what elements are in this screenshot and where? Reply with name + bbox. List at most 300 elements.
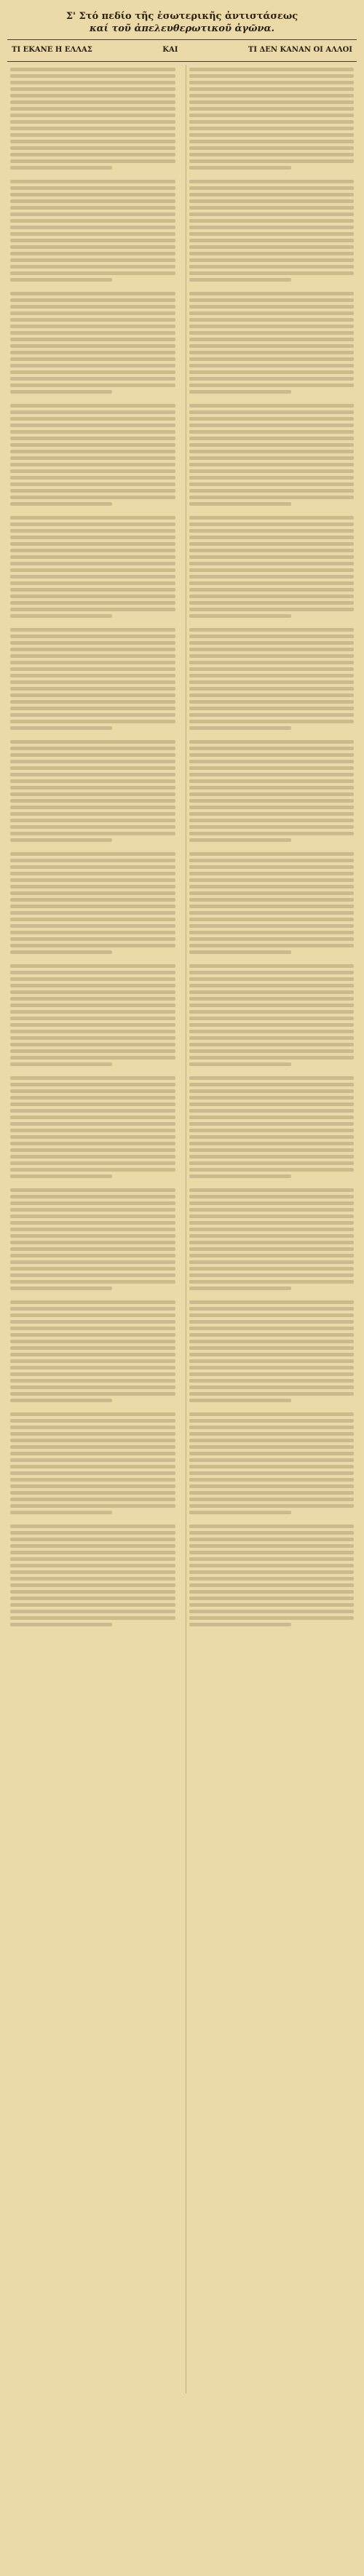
text-line-placeholder: [10, 271, 175, 275]
text-line-placeholder: [189, 522, 355, 526]
text-line-placeholder: [10, 1056, 175, 1060]
text-line-placeholder: [10, 1267, 175, 1271]
text-line-placeholder: [189, 437, 355, 440]
text-line-placeholder: [10, 667, 175, 671]
text-line-placeholder: [189, 232, 355, 236]
text-line-placeholder: [10, 891, 175, 895]
text-line-placeholder: [189, 1412, 355, 1416]
text-line-placeholder: [189, 1313, 355, 1317]
text-line-placeholder: [10, 1538, 175, 1541]
text-line-placeholder: [10, 377, 175, 381]
text-line-placeholder: [10, 1195, 175, 1198]
text-line-placeholder: [189, 865, 355, 869]
text-line-placeholder: [189, 1386, 355, 1389]
text-line-placeholder: [189, 1504, 355, 1508]
text-line-placeholder: [189, 1538, 355, 1541]
text-line-placeholder: [189, 575, 355, 579]
text-line-placeholder: [10, 1076, 175, 1080]
text-line-placeholder: [189, 1096, 355, 1100]
text-line-placeholder: [10, 114, 175, 117]
text-line-placeholder: [10, 971, 175, 974]
text-line-placeholder: [189, 1116, 355, 1119]
text-line-placeholder: [189, 1597, 355, 1600]
text-line-placeholder: [10, 1129, 175, 1132]
text-line-placeholder: [189, 153, 355, 156]
text-line-placeholder: [10, 859, 175, 862]
text-line-placeholder: [189, 1419, 355, 1423]
text-line-placeholder: [189, 812, 355, 816]
text-line-placeholder: [10, 911, 175, 915]
text-line-placeholder: [189, 1287, 291, 1290]
text-line-placeholder: [10, 193, 175, 196]
text-line-placeholder: [189, 404, 355, 408]
text-line-placeholder: [10, 1346, 175, 1350]
text-line-placeholder: [10, 1570, 175, 1574]
text-line-placeholder: [10, 1590, 175, 1594]
text-line-placeholder: [10, 1228, 175, 1231]
text-line-placeholder: [189, 1399, 291, 1402]
text-line-placeholder: [189, 1610, 355, 1613]
text-line-placeholder: [189, 588, 355, 592]
text-line-placeholder: [189, 984, 355, 987]
text-line-placeholder: [189, 773, 355, 776]
text-line-placeholder: [10, 773, 175, 776]
text-line-placeholder: [10, 206, 175, 210]
text-line-placeholder: [10, 950, 112, 954]
text-line-placeholder: [10, 325, 175, 328]
text-line-placeholder: [189, 832, 355, 835]
text-line-placeholder: [10, 364, 175, 367]
text-line-placeholder: [189, 1346, 355, 1350]
text-line-placeholder: [189, 450, 355, 453]
text-line-placeholder: [189, 1083, 355, 1086]
text-line-placeholder: [189, 516, 355, 520]
text-line-placeholder: [189, 193, 355, 196]
text-line-placeholder: [189, 133, 355, 137]
text-line-placeholder: [189, 1076, 355, 1080]
text-line-placeholder: [189, 700, 355, 704]
text-line-placeholder: [10, 1241, 175, 1244]
text-line-placeholder: [189, 265, 355, 269]
text-line-placeholder: [10, 1036, 175, 1040]
text-line-placeholder: [189, 1465, 355, 1468]
text-line-placeholder: [189, 1247, 355, 1251]
text-line-placeholder: [10, 766, 175, 770]
text-line-placeholder: [10, 1142, 175, 1145]
text-line-placeholder: [10, 601, 175, 605]
paragraph-placeholder: [10, 68, 175, 170]
paragraph-placeholder: [10, 628, 175, 730]
text-line-placeholder: [10, 924, 175, 928]
text-line-placeholder: [10, 469, 175, 473]
text-line-placeholder: [10, 1484, 175, 1488]
text-line-placeholder: [10, 740, 175, 744]
text-line-placeholder: [189, 1142, 355, 1145]
text-line-placeholder: [10, 1161, 175, 1165]
text-line-placeholder: [189, 252, 355, 255]
paragraph-placeholder: [10, 404, 175, 506]
text-line-placeholder: [189, 1471, 355, 1475]
text-line-placeholder: [10, 140, 175, 143]
text-line-placeholder: [10, 502, 112, 506]
text-line-placeholder: [10, 1597, 175, 1600]
text-line-placeholder: [189, 463, 355, 466]
text-line-placeholder: [189, 417, 355, 421]
paragraph-placeholder: [189, 1076, 355, 1178]
text-line-placeholder: [10, 1003, 175, 1007]
text-line-placeholder: [10, 1273, 175, 1277]
text-line-placeholder: [189, 502, 291, 506]
text-line-placeholder: [10, 628, 175, 632]
text-line-placeholder: [189, 1208, 355, 1212]
text-line-placeholder: [10, 94, 175, 98]
text-line-placeholder: [189, 1491, 355, 1495]
text-line-placeholder: [189, 997, 355, 1001]
text-line-placeholder: [10, 1109, 175, 1113]
text-line-placeholder: [189, 707, 355, 710]
text-line-placeholder: [189, 931, 355, 934]
text-line-placeholder: [10, 713, 175, 717]
text-line-placeholder: [189, 799, 355, 803]
text-line-placeholder: [189, 529, 355, 533]
text-line-placeholder: [10, 1049, 175, 1053]
text-line-placeholder: [189, 1188, 355, 1192]
text-line-placeholder: [10, 1432, 175, 1436]
text-line-placeholder: [189, 482, 355, 486]
text-line-placeholder: [10, 87, 175, 91]
text-line-placeholder: [10, 1174, 112, 1178]
text-line-placeholder: [189, 944, 355, 947]
text-line-placeholder: [189, 1049, 355, 1053]
text-line-placeholder: [189, 1307, 355, 1311]
text-line-placeholder: [189, 1524, 355, 1528]
text-line-placeholder: [189, 94, 355, 98]
text-line-placeholder: [10, 370, 175, 374]
text-line-placeholder: [10, 1030, 175, 1033]
divider: [7, 61, 357, 62]
text-line-placeholder: [10, 153, 175, 156]
text-line-placeholder: [10, 1399, 112, 1402]
text-line-placeholder: [189, 1023, 355, 1027]
text-line-placeholder: [10, 1188, 175, 1192]
text-line-placeholder: [10, 278, 112, 282]
text-line-placeholder: [189, 1498, 355, 1501]
text-line-placeholder: [189, 950, 291, 954]
text-line-placeholder: [10, 568, 175, 572]
left-column-heading: ΤΙ ΕΚΑΝΕ Η ΕΛΛΑΣ: [12, 46, 92, 54]
text-line-placeholder: [189, 852, 355, 856]
text-line-placeholder: [189, 614, 291, 618]
text-line-placeholder: [189, 1234, 355, 1238]
text-line-placeholder: [189, 120, 355, 124]
text-line-placeholder: [10, 390, 112, 394]
text-line-placeholder: [189, 1228, 355, 1231]
text-line-placeholder: [10, 1327, 175, 1330]
text-line-placeholder: [10, 885, 175, 889]
text-line-placeholder: [10, 641, 175, 645]
text-line-placeholder: [189, 74, 355, 78]
text-line-placeholder: [189, 390, 291, 394]
text-line-placeholder: [10, 529, 175, 533]
text-line-placeholder: [189, 1102, 355, 1106]
text-line-placeholder: [189, 87, 355, 91]
text-line-placeholder: [10, 1498, 175, 1501]
text-line-placeholder: [189, 1340, 355, 1343]
text-line-placeholder: [189, 1273, 355, 1277]
text-line-placeholder: [10, 186, 175, 190]
text-line-placeholder: [189, 1359, 355, 1363]
paragraph-placeholder: [10, 180, 175, 282]
text-line-placeholder: [10, 1168, 175, 1172]
text-line-placeholder: [10, 687, 175, 691]
text-line-placeholder: [10, 898, 175, 902]
text-line-placeholder: [10, 1208, 175, 1212]
text-line-placeholder: [10, 351, 175, 354]
text-line-placeholder: [10, 81, 175, 84]
text-line-placeholder: [189, 239, 355, 242]
text-line-placeholder: [10, 120, 175, 124]
text-line-placeholder: [10, 1010, 175, 1014]
text-line-placeholder: [10, 1254, 175, 1257]
text-line-placeholder: [10, 1511, 112, 1514]
text-line-placeholder: [10, 1359, 175, 1363]
text-line-placeholder: [189, 325, 355, 328]
text-line-placeholder: [10, 305, 175, 309]
text-line-placeholder: [10, 575, 175, 579]
text-line-placeholder: [189, 555, 355, 559]
text-line-placeholder: [10, 825, 175, 829]
text-line-placeholder: [189, 443, 355, 447]
text-line-placeholder: [10, 1426, 175, 1429]
text-line-placeholder: [10, 1531, 175, 1535]
text-line-placeholder: [10, 760, 175, 763]
text-line-placeholder: [10, 595, 175, 598]
paragraph-placeholder: [189, 516, 355, 618]
text-line-placeholder: [189, 469, 355, 473]
text-line-placeholder: [189, 1241, 355, 1244]
text-line-placeholder: [189, 536, 355, 539]
text-line-placeholder: [10, 252, 175, 255]
text-line-placeholder: [10, 1583, 175, 1587]
text-line-placeholder: [189, 1333, 355, 1337]
text-line-placeholder: [189, 1452, 355, 1455]
text-line-placeholder: [189, 641, 355, 645]
text-line-placeholder: [10, 608, 175, 611]
text-line-placeholder: [189, 1353, 355, 1356]
text-line-placeholder: [189, 1445, 355, 1449]
text-line-placeholder: [10, 1445, 175, 1449]
text-line-placeholder: [10, 1524, 175, 1528]
text-line-placeholder: [10, 1439, 175, 1442]
text-line-placeholder: [10, 1564, 175, 1567]
text-line-placeholder: [10, 476, 175, 480]
text-line-placeholder: [10, 100, 175, 104]
text-line-placeholder: [189, 146, 355, 150]
text-line-placeholder: [10, 990, 175, 994]
text-line-placeholder: [189, 740, 355, 744]
text-line-placeholder: [10, 693, 175, 697]
text-line-placeholder: [189, 383, 355, 387]
text-line-placeholder: [189, 905, 355, 908]
text-line-placeholder: [189, 199, 355, 203]
text-line-placeholder: [189, 859, 355, 862]
text-line-placeholder: [189, 667, 355, 671]
text-line-placeholder: [10, 1201, 175, 1205]
text-line-placeholder: [10, 265, 175, 269]
text-line-placeholder: [189, 661, 355, 664]
text-line-placeholder: [189, 971, 355, 974]
text-line-placeholder: [10, 430, 175, 434]
text-line-placeholder: [10, 1023, 175, 1027]
text-line-placeholder: [10, 1379, 175, 1383]
text-line-placeholder: [10, 1372, 175, 1376]
text-line-placeholder: [189, 318, 355, 322]
text-line-placeholder: [189, 1003, 355, 1007]
text-line-placeholder: [189, 1062, 291, 1066]
paragraph-placeholder: [10, 852, 175, 954]
text-line-placeholder: [189, 1426, 355, 1429]
text-line-placeholder: [10, 1062, 112, 1066]
text-line-placeholder: [189, 760, 355, 763]
text-line-placeholder: [10, 1221, 175, 1225]
text-line-placeholder: [189, 1432, 355, 1436]
text-line-placeholder: [189, 635, 355, 638]
text-line-placeholder: [10, 1247, 175, 1251]
text-line-placeholder: [10, 614, 112, 618]
text-line-placeholder: [10, 1491, 175, 1495]
text-line-placeholder: [189, 726, 291, 730]
text-line-placeholder: [10, 726, 112, 730]
text-line-placeholder: [189, 1372, 355, 1376]
text-line-placeholder: [10, 1610, 175, 1613]
text-line-placeholder: [189, 542, 355, 546]
text-line-placeholder: [10, 852, 175, 856]
text-line-placeholder: [189, 81, 355, 84]
text-line-placeholder: [10, 180, 175, 183]
text-line-placeholder: [189, 1544, 355, 1548]
text-line-placeholder: [10, 1623, 112, 1626]
text-line-placeholder: [10, 437, 175, 440]
text-line-placeholder: [189, 753, 355, 757]
text-line-placeholder: [10, 68, 175, 71]
text-line-placeholder: [189, 476, 355, 480]
text-line-placeholder: [189, 114, 355, 117]
text-line-placeholder: [10, 489, 175, 493]
text-line-placeholder: [10, 417, 175, 421]
text-line-placeholder: [10, 1320, 175, 1324]
title-line-2: καί τοῦ ἀπελευθερωτικοῦ ἀγῶνα.: [89, 23, 275, 34]
text-line-placeholder: [10, 226, 175, 229]
text-line-placeholder: [10, 661, 175, 664]
text-line-placeholder: [189, 1392, 355, 1396]
text-line-placeholder: [10, 937, 175, 941]
text-line-placeholder: [10, 872, 175, 875]
text-line-placeholder: [10, 344, 175, 348]
text-line-placeholder: [189, 1010, 355, 1014]
text-line-placeholder: [189, 377, 355, 381]
text-line-placeholder: [189, 674, 355, 677]
text-line-placeholder: [189, 1260, 355, 1264]
paragraph-placeholder: [10, 1412, 175, 1514]
text-line-placeholder: [189, 1366, 355, 1370]
text-line-placeholder: [10, 1096, 175, 1100]
text-line-placeholder: [189, 937, 355, 941]
text-line-placeholder: [189, 226, 355, 229]
text-line-placeholder: [10, 1215, 175, 1218]
text-line-placeholder: [189, 364, 355, 367]
text-line-placeholder: [10, 199, 175, 203]
text-line-placeholder: [189, 219, 355, 223]
text-line-placeholder: [189, 1122, 355, 1126]
text-line-placeholder: [10, 159, 175, 163]
text-line-placeholder: [189, 1135, 355, 1139]
text-line-placeholder: [10, 1412, 175, 1416]
text-line-placeholder: [10, 456, 175, 460]
text-line-placeholder: [10, 1135, 175, 1139]
text-line-placeholder: [189, 424, 355, 427]
text-line-placeholder: [10, 404, 175, 408]
text-line-placeholder: [189, 1570, 355, 1574]
text-line-placeholder: [189, 1551, 355, 1554]
text-line-placeholder: [189, 1215, 355, 1218]
text-line-placeholder: [10, 1544, 175, 1548]
text-line-placeholder: [10, 674, 175, 677]
paragraph-placeholder: [10, 1188, 175, 1290]
text-line-placeholder: [189, 608, 355, 611]
text-line-placeholder: [189, 924, 355, 928]
text-line-placeholder: [189, 140, 355, 143]
divider: [7, 39, 357, 40]
text-line-placeholder: [189, 898, 355, 902]
text-line-placeholder: [189, 1484, 355, 1488]
text-line-placeholder: [189, 1043, 355, 1046]
text-line-placeholder: [189, 891, 355, 895]
text-line-placeholder: [10, 311, 175, 315]
paragraph-placeholder: [189, 964, 355, 1066]
text-line-placeholder: [10, 806, 175, 809]
text-line-placeholder: [189, 838, 291, 842]
text-line-placeholder: [189, 648, 355, 651]
text-line-placeholder: [10, 680, 175, 684]
text-line-placeholder: [189, 766, 355, 770]
text-line-placeholder: [10, 779, 175, 783]
text-line-placeholder: [189, 278, 291, 282]
left-column: [7, 65, 178, 2393]
title-line-1: Σ' Στό πεδίο τῆς ἐσωτερικῆς ἀντιστάσεως: [66, 11, 298, 22]
text-line-placeholder: [10, 357, 175, 361]
text-line-placeholder: [189, 806, 355, 809]
text-line-placeholder: [10, 1122, 175, 1126]
text-line-placeholder: [10, 1148, 175, 1152]
text-line-placeholder: [189, 1623, 291, 1626]
text-line-placeholder: [10, 1603, 175, 1607]
text-line-placeholder: [189, 127, 355, 130]
text-line-placeholder: [189, 628, 355, 632]
text-line-placeholder: [10, 74, 175, 78]
text-line-placeholder: [189, 1583, 355, 1587]
text-line-placeholder: [10, 1465, 175, 1468]
text-line-placeholder: [10, 720, 175, 723]
text-line-placeholder: [189, 581, 355, 585]
text-line-placeholder: [10, 918, 175, 921]
text-line-placeholder: [10, 1102, 175, 1106]
text-line-placeholder: [10, 1313, 175, 1317]
text-line-placeholder: [189, 298, 355, 302]
paragraph-placeholder: [189, 180, 355, 282]
paragraph-placeholder: [189, 852, 355, 954]
text-line-placeholder: [189, 1300, 355, 1304]
text-line-placeholder: [189, 878, 355, 882]
